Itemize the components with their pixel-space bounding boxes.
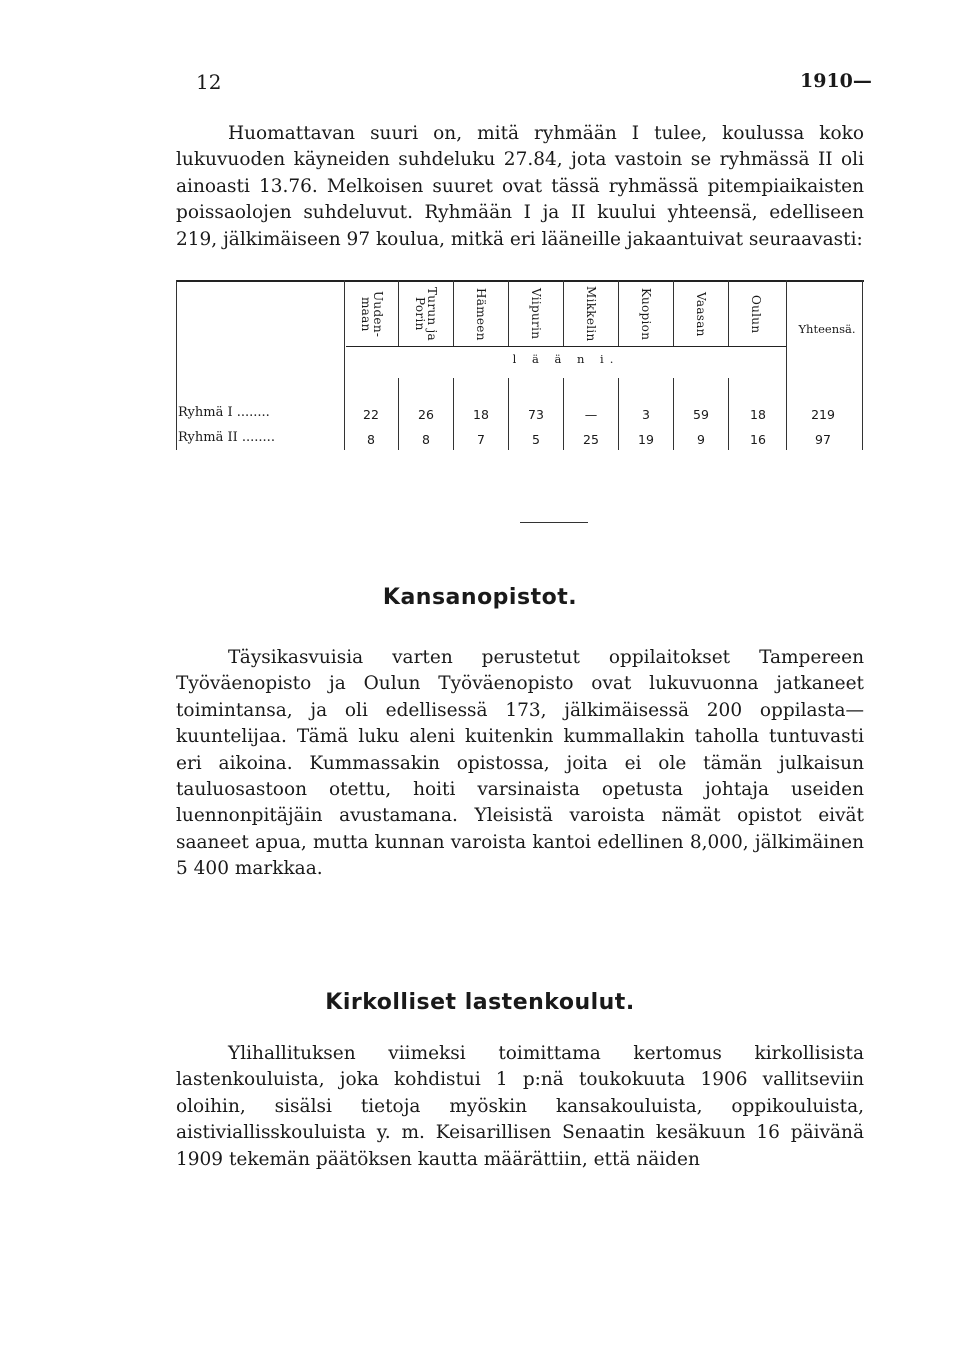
table-vline (862, 280, 863, 450)
column-header-mikkelin (565, 282, 617, 346)
column-header-label: Viipurin (529, 288, 543, 340)
column-header-label: Turun ja Porin (413, 286, 439, 341)
table-vline (508, 280, 509, 346)
column-group-label: l ä ä n i. (512, 352, 620, 366)
table-vline (563, 280, 564, 346)
table-vline (728, 280, 729, 346)
paragraph-3 (176, 1041, 864, 1173)
section-heading-kirkolliset-lastenkoulut: Kirkolliset lastenkoulut. (325, 990, 635, 1015)
column-header-label: Oulun (749, 294, 763, 334)
table-cell: 73 (528, 407, 544, 422)
table-group-rule (346, 346, 786, 347)
table-cell: 22 (363, 407, 379, 422)
table-cell: 3 (642, 407, 650, 422)
school-distribution-table (176, 280, 864, 450)
table-cell: 59 (693, 407, 709, 422)
column-header-label: Vaasan (694, 291, 708, 337)
column-header-label: Mikkelin (584, 286, 598, 342)
table-vline (786, 280, 787, 450)
page-year: 1910— (800, 70, 872, 92)
paragraph-2 (176, 645, 864, 883)
table-cell: 5 (532, 432, 540, 447)
table-vline (673, 280, 674, 346)
row-label-ryhma-2: Ryhmä II ........ (178, 430, 275, 445)
column-header-turun-ja-porin (400, 282, 452, 346)
table-vline (453, 280, 454, 346)
column-header-hameen (455, 282, 507, 346)
column-header-oulun (730, 282, 782, 346)
column-header-uudenmaan (346, 282, 398, 346)
table-cell-total: 219 (811, 407, 835, 422)
column-header-label: Uuden- maan (359, 290, 385, 338)
table-cell: 8 (367, 432, 375, 447)
table-cell: 25 (583, 432, 599, 447)
column-header-vaasan (675, 282, 727, 346)
table-vline (398, 280, 399, 346)
section-heading-kansanopistot: Kansanopistot. (382, 585, 578, 610)
column-header-label: Hämeen (474, 287, 488, 341)
row-label-ryhma-1: Ryhmä I ........ (178, 405, 270, 420)
paragraph-1-text: Huomattavan suuri on, mitä ryhmään I tulee, koulussa koko lukuvuoden käyneiden suhdeluku 27.84, jota vastoin se ryhmässä II oli ainoasti 13.76. Melkoisen suuret ovat tässä ryhmässä pitempiaikaisten poissaolojen suhdeluvut. Ryhmään I ja II kuului yhteensä, edelliseen 219, jälkimäiseen 97 koulua, mitkä eri lääneille jakaantuivat seuraavasti: (176, 123, 864, 250)
table-vline (344, 280, 345, 450)
column-header-kuopion (620, 282, 672, 346)
paragraph-1 (176, 121, 864, 253)
table-cell: 18 (473, 407, 489, 422)
paragraph-2-text: Täysikasvuisia varten perustetut oppilaitokset Tampereen Työväenopisto ja Oulun Työväenopisto ovat lukuvuonna jatkaneet toimintansa, ja oli edellisessä 173, jälkimäisessä 200 oppilasta—kuuntelijaa. Tämä luku aleni kuitenkin kummallakin taholla tuntuvasti eri aikoina. Kummassakin opistossa, joita ei ole tämän julkaisun tauluosastoon otettu, hoiti varsinaista opetusta johtaja useiden luennonpitäjäin avustamana. Yleisistä varoista nämät opistot eivät saaneet apua, mutta kunnan varoista kantoi edellinen 8,000, jälkimäinen 5 400 markkaa. (176, 647, 864, 880)
table-cell: 8 (422, 432, 430, 447)
column-header-total: Yhteensä. (798, 322, 856, 336)
table-vline (618, 280, 619, 346)
table-vline (176, 280, 177, 450)
table-vline (728, 378, 729, 450)
table-cell: 26 (418, 407, 434, 422)
table-cell-total: 97 (815, 432, 831, 447)
table-cell: 16 (750, 432, 766, 447)
paragraph-3-text: Ylihallituksen viimeksi toimittama kertomus kirkollisista lastenkouluista, joka kohdistui 1 p:nä toukokuuta 1906 vallitseviin oloihin, sisälsi tietoja myöskin kansakouluista, oppikouluista, aistiviallisskouluista y. m. Keisarillisen Senaatin kesäkuun 16 päivänä 1909 tekemän päätöksen kautta määrättiin, että näiden (176, 1043, 864, 1170)
table-cell: 9 (697, 432, 705, 447)
column-header-viipurin (510, 282, 562, 346)
table-cell: 19 (638, 432, 654, 447)
table-cell: — (584, 407, 598, 422)
table-cell: 7 (477, 432, 485, 447)
table-cell: 18 (750, 407, 766, 422)
column-header-label: Kuopion (639, 287, 653, 341)
section-divider (520, 522, 588, 523)
page-number: 12 (196, 70, 222, 94)
